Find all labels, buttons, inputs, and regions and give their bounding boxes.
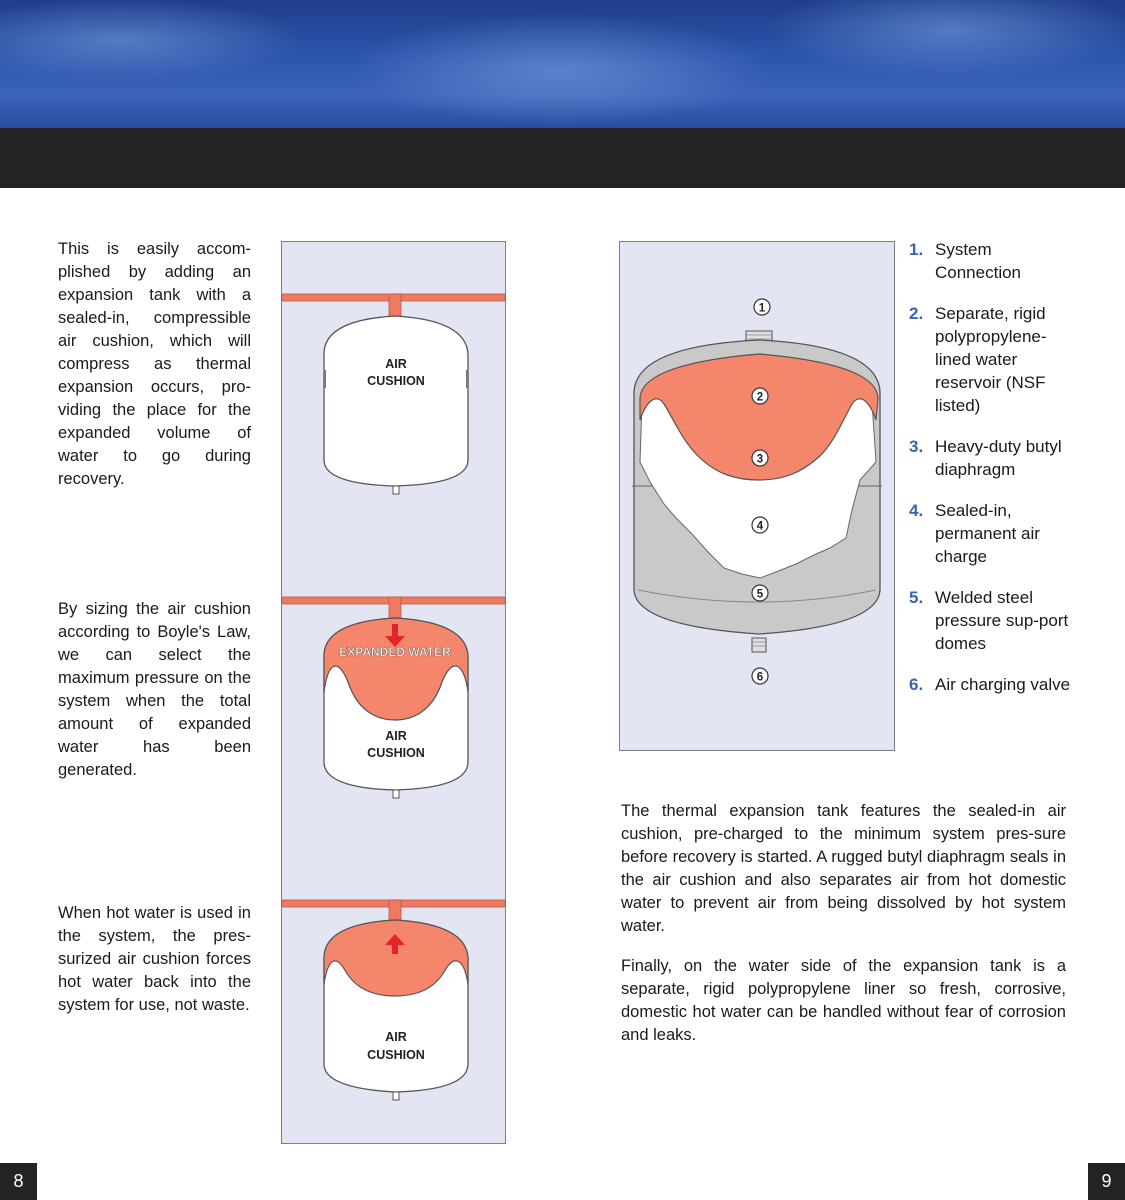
air-label-1: AIR xyxy=(385,357,407,371)
callout-6 xyxy=(752,668,768,684)
parts-legend xyxy=(909,238,1109,714)
tank-1 xyxy=(282,294,505,494)
expansion-sequence-diagram xyxy=(281,241,506,1144)
expanded-water-label: EXPANDED WATER xyxy=(339,645,451,659)
cushion-label-2: CUSHION xyxy=(367,746,425,760)
legend-item: 1. System Connection xyxy=(909,240,1022,282)
legend-item: 3. Heavy-duty butyl diaphragm xyxy=(909,437,1062,479)
air-label-2: AIR xyxy=(385,729,407,743)
page-number-left: 8 xyxy=(0,1163,37,1200)
callout-1 xyxy=(754,299,770,315)
header-water-image xyxy=(0,0,1125,128)
svg-text:5: 5 xyxy=(756,588,764,601)
left-paragraph-3: When hot water is used in the system, the pres-surized air cushion forces hot water back into the system for use, not waste. xyxy=(58,904,251,1014)
svg-text:1: 1 xyxy=(758,302,766,315)
cushion-label-3: CUSHION xyxy=(367,1048,425,1062)
legend-item: 5. Welded steel pressure sup-port domes xyxy=(909,588,1069,653)
tank-3 xyxy=(282,900,505,1100)
callout-3 xyxy=(752,450,768,466)
air-charging-valve xyxy=(752,638,766,652)
callout-2 xyxy=(752,388,768,404)
tank-shell-1 xyxy=(324,316,468,486)
callout-5 xyxy=(752,585,768,601)
page-number-right: 9 xyxy=(1088,1163,1125,1200)
right-paragraph-2: Finally, on the water side of the expansion tank is a separate, rigid polypropylene liner so fresh, corrosive, domestic hot water can be handled without fear of corrosion and leaks. xyxy=(621,957,1066,1044)
svg-text:6: 6 xyxy=(756,671,764,684)
header-dark-bar xyxy=(0,128,1125,188)
left-paragraph-1: This is easily accom-plished by adding an expansion tank with a sealed-in, compressible air cushion, which will compress as thermal expansion occurs, pro-viding the place for the expanded volume of water to go during recovery. xyxy=(58,240,251,488)
svg-text:4: 4 xyxy=(756,520,764,533)
legend-item: 6. Air charging valve xyxy=(909,675,1071,694)
callout-4 xyxy=(752,517,768,533)
svg-text:2: 2 xyxy=(756,391,764,404)
legend-item: 2. Separate, rigid polypropylene-lined water reservoir (NSF listed) xyxy=(909,304,1047,415)
cutaway-tank-diagram xyxy=(619,241,895,751)
legend-item: 4. Sealed-in, permanent air charge xyxy=(909,501,1040,566)
air-label-3: AIR xyxy=(385,1030,407,1044)
svg-text:3: 3 xyxy=(756,453,764,466)
left-paragraph-2: By sizing the air cushion according to Boyle's Law, we can select the maximum pressure on the system when the total amount of expanded water has been generated. xyxy=(58,600,251,779)
right-paragraph-1: The thermal expansion tank features the sealed-in air cushion, pre-charged to the minimum system pres-sure before recovery is started. A rugged butyl diaphragm seals in the air cushion and also separates air from hot domestic water to prevent air from being dissolved by hot system water. xyxy=(621,802,1066,935)
cushion-label-1: CUSHION xyxy=(367,374,425,388)
tank-2 xyxy=(282,597,505,798)
